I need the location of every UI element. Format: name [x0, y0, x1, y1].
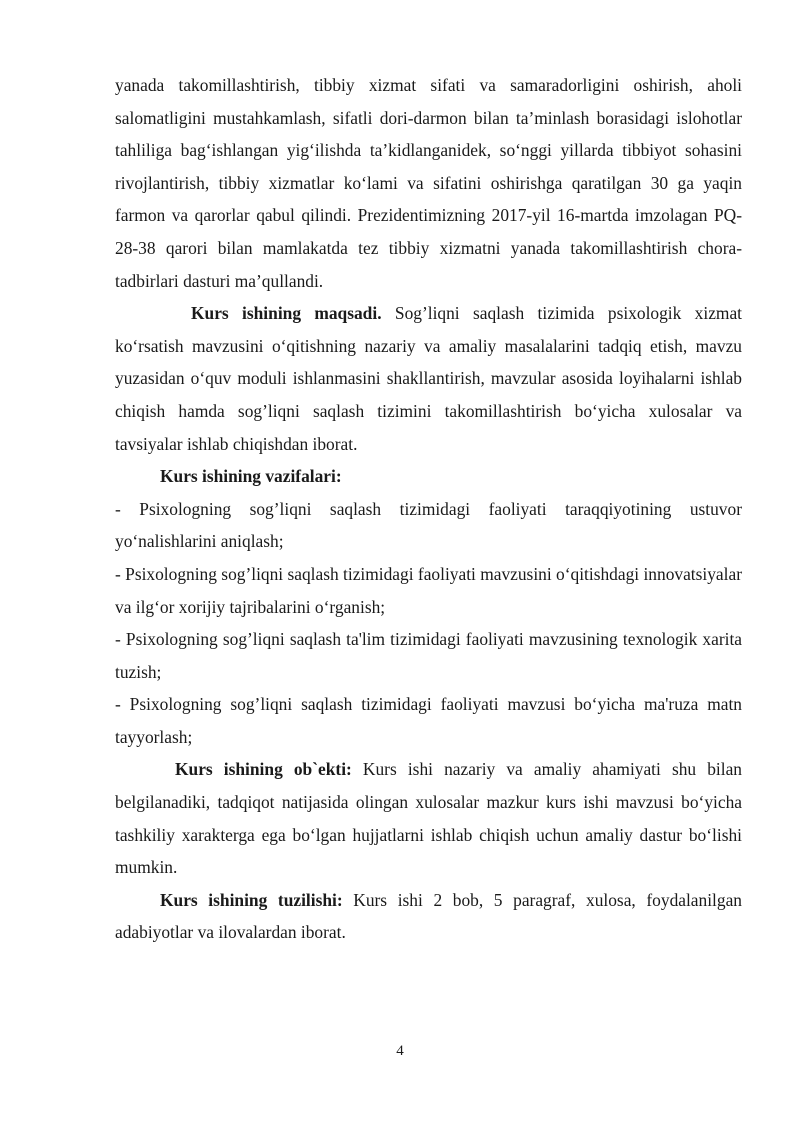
intro-paragraph: yanada takomillashtirish, tibbiy xizmat sifati va samaradorligini oshirish, aholi salomatligini mustahkamlash, sifatli dori-darmon bilan ta’minlash borasidagi islohotlar tahliliga bag‘ishlangan yig‘ilishda ta’kidlanganidek, so‘nggi yillarda tibbiyot sohasini rivojlantirish, tibbiy xizmatlar ko‘lami va sifatini oshirishga qaratilgan 30 ga yaqin farmon va qarorlar qabul qilindi. Prezidentimizning 2017-yil 16-martda imzolagan PQ-28-38 qarori bilan mamlakatda tez tibbiy xizmatni yanada takomillashtirish chora-tadbirlari dasturi ma’qullandi.	[115, 75, 742, 291]
goal-paragraph	[115, 297, 742, 460]
object-text: Kurs ishi nazariy va amaliy ahamiyati shu bilan belgilanadiki, tadqiqot natijasida olingan xulosalar mazkur kurs ishi mavzusi bo‘yicha tashkiliy xarakterga ega bo‘lgan hujjatlarni ishlab chiqish uchun amaliy dastur bo‘lishi mumkin.	[115, 759, 742, 878]
task-item: - Psixologning sog’liqni saqlash tizimidagi faoliyati taraqqiyotining ustuvor yo‘nalishlarini aniqlash;	[115, 498, 742, 552]
document-page	[115, 69, 742, 949]
tasks-heading	[115, 460, 742, 493]
page-number: 4	[396, 1043, 404, 1059]
structure-paragraph	[115, 884, 742, 949]
goal-text: Sog’liqni saqlash tizimida psixologik xizmat ko‘rsatish mavzusini o‘qitishning nazariy va amaliy masalalarini tadqiq etish, mavzu yuzasidan o‘quv moduli ishlanmasini shakllantirish, mavzular asosida loyihalarni ishlab chiqish hamda sog’liqni saqlash tizimini takomillashtirish bo‘yicha xulosalar va tavsiyalar ishlab chiqishdan iborat.	[115, 303, 742, 454]
goal-heading: Kurs ishining maqsadi.	[191, 303, 382, 324]
structure-heading: Kurs ishining tuzilishi:	[160, 889, 343, 910]
object-heading: Kurs ishining ob`ekti:	[175, 759, 352, 780]
task-item: - Psixologning sog’liqni saqlash tizimidagi faoliyati mavzusini o‘qitishdagi innovatsiyalar va ilg‘or xorijiy tajribalarini o‘rganish;	[115, 563, 742, 617]
structure-text: Kurs ishi 2 bob, 5 paragraf, xulosa, foydalanilgan adabiyotlar va ilovalardan iborat.	[115, 889, 742, 943]
task-item: - Psixologning sog’liqni saqlash tizimidagi faoliyati mavzusi bo‘yicha ma'ruza matn tayyorlash;	[115, 694, 742, 747]
object-paragraph	[115, 753, 742, 883]
tasks-heading-text: Kurs ishining vazifalari:	[160, 466, 342, 487]
task-item: - Psixologning sog’liqni saqlash ta'lim tizimidagi faoliyati mavzusining texnologik xarita tuzish;	[115, 629, 742, 682]
